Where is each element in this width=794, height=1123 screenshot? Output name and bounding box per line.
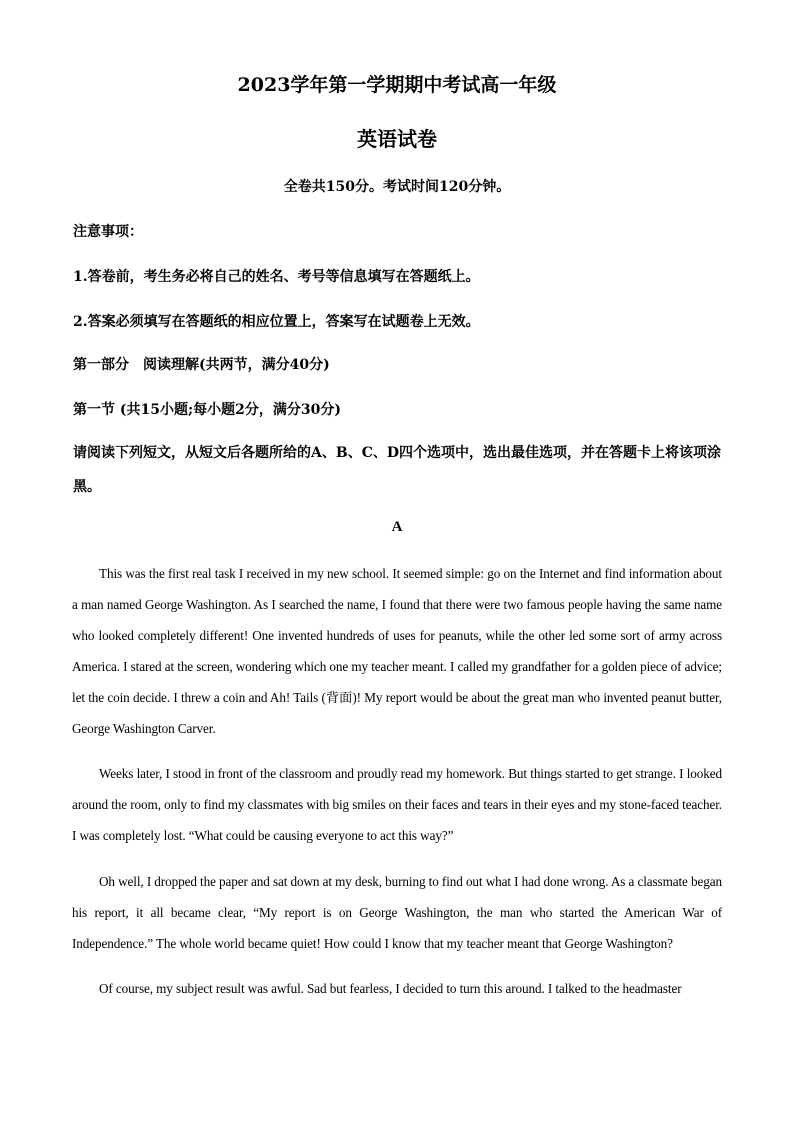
exam-subtitle: 英语试卷 [357,127,437,151]
exam-info: 全卷共150分。考试时间120分钟。 [283,179,511,195]
section-heading: 第一节 (共15小题;每小题2分，满分30分) [73,402,341,418]
passage-paragraph-4: Of course, my subject result was awful. Sad but fearless, I decided to turn this around. I talked to the headmaster [99,981,682,996]
exam-title: 2023学年第一学期期中考试高一年级 [237,74,557,96]
passage-label: A [391,519,403,535]
passage-paragraph-2: Weeks later, I stood in front of the classroom and proudly read my homework. But things started to get strange. I looked around the room, only to find my classmates with big smiles on their faces and tears in their eyes and my stone-faced teacher. I was completely lost. “What could be causing everyone to act this way?” [72,766,722,843]
part-heading: 第一部分 阅读理解(共两节，满分40分) [73,357,330,373]
passage-paragraph-1: This was the first real task I received in my new school. It seemed simple: go on the Internet and find information about a man named George Washington. As I searched the name, I found that there were two famous people having the same name who looked completely different! One invented hundreds of uses for peanuts, while the other led some sort of army across America. I stared at the screen, wondering which one my teacher meant. I called my grandfather for a golden piece of advice; let the coin decide. I threw a coin and Ah! Tails (背面)! My report would be about the great man who invented peanut butter, George Washington Carver. [72,566,722,736]
instructions: 请阅读下列短文，从短文后各题所给的A、B、C、D四个选项中，选出最佳选项，并在答题卡上将该项涂黑。 [73,445,721,495]
notice-heading: 注意事项： [73,224,143,240]
notice-item-1: 1.答卷前，考生务必将自己的姓名、考号等信息填写在答题纸上。 [73,269,480,285]
notice-item-2: 2.答案必须填写在答题纸的相应位置上，答案写在试题卷上无效。 [73,314,480,330]
passage-paragraph-3: Oh well, I dropped the paper and sat down at my desk, burning to find out what I had done wrong. As a classmate began his report, it all became clear, “My report is on George Washington, the man who started the American War of Independence.” The whole world became quiet! How could I know that my teacher meant that George Washington? [72,874,722,951]
